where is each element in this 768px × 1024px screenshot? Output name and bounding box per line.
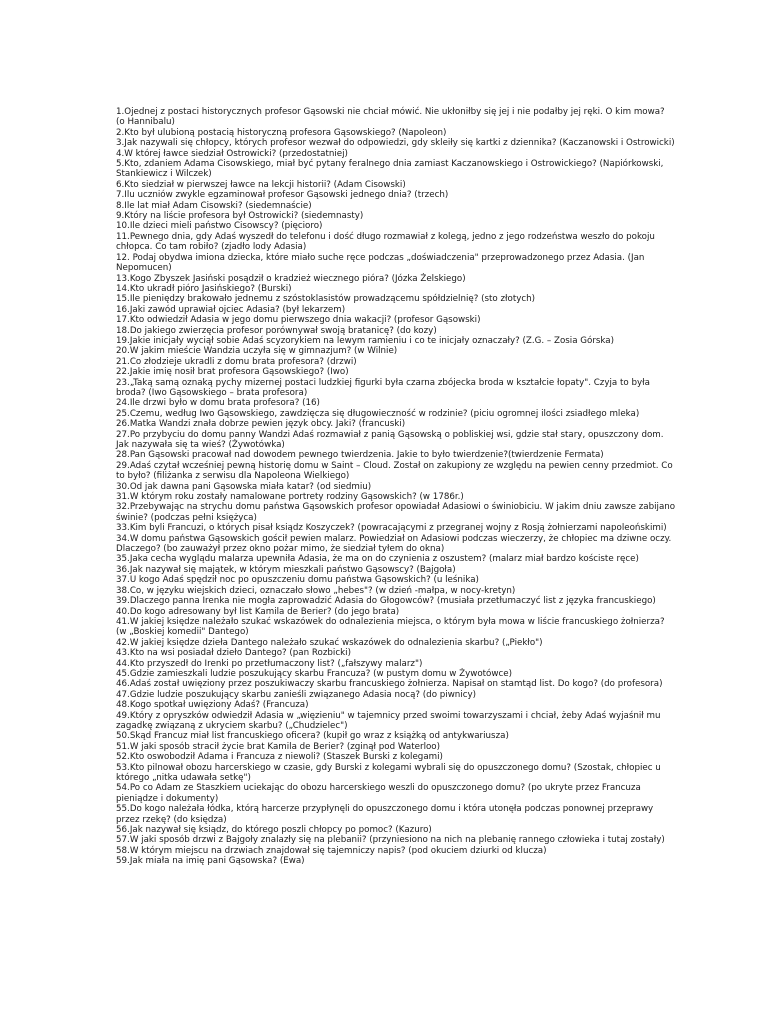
question-item: 36.Jak nazywał się majątek, w którym mieszkali państwo Gąsowscy? (Bajgoła) — [116, 564, 456, 575]
question-item: 40.Do kogo adresowany był list Kamila de Berier? (do jego brata) — [116, 606, 400, 617]
question-item: 55.Do kogo należała łódka, którą harcerze przypłynęli do opuszczonego domu i która utonęła podczas ponownej przeprawy przez rzekę? (do księdza) — [116, 804, 654, 825]
question-item: 15.Ile pieniędzy brakowało jednemu z szóstoklasistów prowadzącemu spółdzielnię? (sto złotych) — [116, 294, 536, 305]
question-item: 39.Dlaczego panna Irenka nie mogła zaprowadzić Adasia do Głogowców? (musiała przetłumaczyć list z języka francuskiego) — [116, 596, 656, 607]
question-item: 22.Jakie imię nosił brat profesora Gąsowskiego? (Iwo) — [116, 367, 349, 378]
question-item: 32.Przebywając na strychu domu państwa Gąsowskich profesor opowiadał Adasiowi o świniobiciu. W jakim dniu zawsze zabijano świnie? (podczas pełni księżyca) — [116, 502, 676, 523]
question-item: 49.Który z opryszków odwiedził Adasia w „więzieniu" w tajemnicy przed swoimi towarzyszami i chciał, żeby Adaś wyjaśnił mu zagadkę związaną z ukryciem skarbu? („Chudzielec") — [116, 710, 661, 731]
question-item: 20.W jakim mieście Wandzia uczyła się w gimnazjum? (w Wilnie) — [116, 346, 398, 357]
question-item: 11.Pewnego dnia, gdy Adaś wyszedł do telefonu i dość długo rozmawiał z kolegą, jedno z jego rodzeństwa weszło do pokoju chłopca. Co tam robiło? (zjadło lody Adasia) — [116, 231, 655, 253]
question-item: 18.Do jakiego zwierzęcia profesor porównywał swoją bratanicę? (do kozy) — [116, 325, 437, 336]
question-item: 46.Adaś został uwięziony przez poszukiwaczy skarbu francuskiego żołnierza. Napisał on stamtąd list. Do kogo? (do profesora) — [116, 679, 663, 690]
question-item: 33.Kim byli Francuzi, o których pisał ksiądz Koszyczek? (powracającymi z przegranej wojny z Rosją żołnierzami napoleońskimi) — [116, 523, 667, 534]
question-item: 6.Kto siedział w pierwszej ławce na lekcji historii? (Adam Cisowski) — [116, 179, 406, 190]
question-item: 1.Ojednej z postaci historycznych profesor Gąsowski nie chciał mówić. Nie ukłoniłby się jej i nie podałby jej ręki. O kim mowa? (o Hannibalu) — [116, 107, 665, 128]
question-item: 53.Kto pilnował obozu harcerskiego w czasie, gdy Burski z kolegami wybrali się do opuszczonego domu? (Szostak, chłopiec u którego „nitka udawała setkę") — [116, 762, 661, 783]
question-item: 57.W jaki sposób drzwi z Bajgoły znalazły się na plebanii? (przyniesiono na nich na plebanię rannego człowieka i tutaj zostały) — [116, 835, 665, 846]
question-item: 58.W którym miejscu na drzwiach znajdował się tajemniczy napis? (pod okuciem dziurki od klucza) — [116, 845, 547, 856]
question-item: 47.Gdzie ludzie poszukujący skarbu zanieśli związanego Adasia nocą? (do piwnicy) — [116, 689, 477, 700]
question-item: 52.Kto oswobodził Adama i Francuza z niewoli? (Staszek Burski z kolegami) — [116, 752, 443, 763]
question-item: 17.Kto odwiedził Adasia w jego domu pierwszego dnia wakacji? (profesor Gąsowski) — [116, 315, 481, 326]
question-item: 25.Czemu, według Iwo Gąsowskiego, zawdzięcza się długowieczność w rodzinie? (piciu ogromnej ilości zsiadłego mleka) — [116, 408, 640, 419]
question-item: 24.Ile drzwi było w domu brata profesora? (16) — [116, 398, 320, 409]
question-item: 7.Ilu uczniów zwykle egzaminował profesor Gąsowski jednego dnia? (trzech) — [116, 190, 449, 201]
question-item: 27.Po przybyciu do domu panny Wandzi Adaś rozmawiał z panią Gąsowską o pobliskiej wsi, gdzie stał stary, opuszczony dom. Jak nazywała się ta wieś? (Żywotówka) — [116, 429, 664, 450]
question-item: 10.Ile dzieci mieli państwo Cisowscy? (pięcioro) — [116, 221, 323, 232]
document-page — [116, 107, 676, 867]
question-item: 16.Jaki zawód uprawiał ojciec Adasia? (był lekarzem) — [116, 304, 346, 315]
question-item: 21.Co złodzieje ukradli z domu brata profesora? (drzwi) — [116, 356, 357, 367]
question-item: 5.Kto, zdaniem Adama Cisowskiego, miał być pytany feralnego dnia zamiast Kaczanowskiego i Ostrowickiego? (Napiórkowski, Stankiewicz i Wilczek) — [116, 159, 664, 180]
question-item: 28.Pan Gąsowski pracował nad dowodem pewnego twierdzenia. Jakie to było twierdzenie?(twierdzenie Fermata) — [116, 450, 604, 461]
question-item: 42.W jakiej księdze dzieła Dantego należało szukać wskazówek do odnalezienia skarbu? („Piekło") — [116, 637, 543, 648]
question-item: 3.Jak nazywali się chłopcy, których profesor wezwał do odpowiedzi, gdy skleiły się kartki z dziennika? (Kaczanowski i Ostrowicki) — [116, 138, 675, 149]
question-item: 37.U kogo Adaś spędził noc po opuszczeniu domu państwa Gąsowskich? (u leśnika) — [116, 575, 479, 586]
question-item: 43.Kto na wsi posiadał dzieło Dantego? (pan Rozbicki) — [116, 648, 351, 659]
question-item: 34.W domu państwa Gąsowskich gościł pewien malarz. Powiedział on Adasiowi podczas wieczerzy, że chłopiec ma dziwne oczy. Dlaczego? (bo zauważył przez okno pożar mimo, że siedział tyłem do okna) — [116, 533, 672, 555]
question-item: 54.Po co Adam ze Staszkiem uciekając do obozu harcerskiego weszli do opuszczonego domu? (po ukryte przez Francuza pieniądze i dokumenty) — [116, 783, 641, 804]
question-item: 13.Kogo Zbyszek Jasiński posądził o kradzież wiecznego pióra? (Józka Żelskiego) — [116, 273, 466, 284]
question-item: 12. Podaj obydwa imiona dziecka, które miało suche ręce podczas „doświadczenia" przeprowadzonego przez Adasia. (Jan Nepomucen) — [116, 252, 645, 274]
question-item: 4.W której ławce siedział Ostrowicki? (przedostatniej) — [116, 148, 348, 159]
question-item: 45.Gdzie zamieszkali ludzie poszukujący skarbu Francuza? (w pustym domu w Żywotówce) — [116, 668, 512, 679]
question-item: 19.Jakie inicjały wyciął sobie Adaś scyzorykiem na lewym ramieniu i co te inicjały oznaczały? (Z.G. – Zosia Górska) — [116, 335, 615, 346]
question-item: 2.Kto był ulubioną postacią historyczną profesora Gąsowskiego? (Napoleon) — [116, 127, 447, 138]
question-item: 29.Adaś czytał wcześniej pewną historię domu w Saint – Cloud. Został on zakupiony ze względu na pewien cenny przedmiot. Co to było? (filiżanka z serwisu dla Napoleona Wielkiego) — [116, 460, 673, 482]
question-item: 35.Jaka cecha wyglądu malarza upewniła Adasia, że ma on do czynienia z oszustem? (malarz miał bardzo kościste ręce) — [116, 554, 639, 565]
question-item: 38.Co, w języku wiejskich dzieci, oznaczało słowo „hebes"? (w dzień -małpa, w nocy-kretyn) — [116, 585, 516, 596]
question-item: 56.Jak nazywał się ksiądz, do którego poszli chłopcy po pomoc? (Kazuro) — [116, 825, 432, 836]
question-item: 31.W którym roku zostały namalowane portrety rodziny Gąsowskich? (w 1786r.) — [116, 492, 464, 503]
question-item: 41.W jakiej księdze należało szukać wskazówek do odnalezienia miejsca, o którym była mowa w liście francuskiego żołnierza? (w „Boskiej komedii" Dantego) — [116, 616, 665, 638]
question-item: 59.Jak miała na imię pani Gąsowska? (Ewa) — [116, 856, 305, 867]
question-item: 8.Ile lat miał Adam Cisowski? (siedemnaście) — [116, 200, 312, 211]
question-item: 26.Matka Wandzi znała dobrze pewien język obcy. Jaki? (francuski) — [116, 419, 406, 430]
question-item: 48.Kogo spotkał uwięziony Adaś? (Francuza) — [116, 700, 309, 711]
question-item: 14.Kto ukradł pióro Jasińskiego? (Burski) — [116, 283, 292, 294]
question-item: 30.Od jak dawna pani Gąsowska miała katar? (od siedmiu) — [116, 481, 372, 492]
question-item: 23.„Taką samą oznaką pychy mizernej postaci ludzkiej figurki była czarna zbójecka broda w kształcie łopaty". Czyja to była broda? (Iwo Gąsowskiego – brata profesora) — [116, 377, 650, 398]
question-item: 44.Kto przyszedł do Irenki po przetłumaczony list? („fałszywy malarz") — [116, 658, 423, 669]
question-item: 50.Skąd Francuz miał list francuskiego oficera? (kupił go wraz z książką od antykwariusza) — [116, 731, 509, 742]
question-item: 51.W jaki sposób stracił życie brat Kamila de Berier? (zginął pod Waterloo) — [116, 741, 441, 752]
question-item: 9.Który na liście profesora był Ostrowicki? (siedemnasty) — [116, 211, 364, 222]
